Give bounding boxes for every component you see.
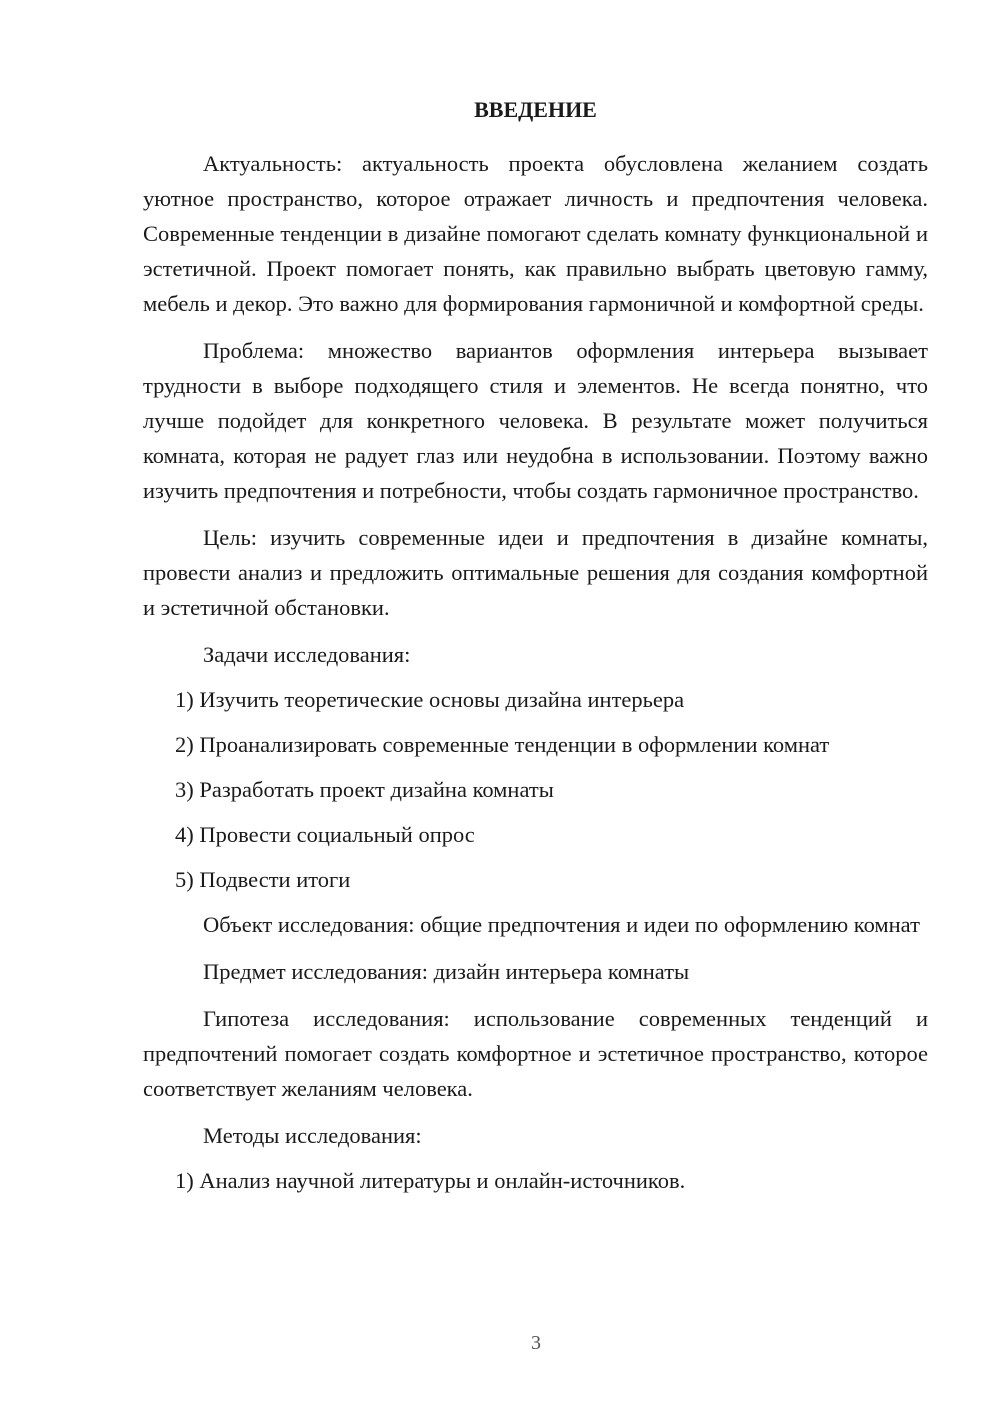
task-item: 1) Изучить теоретические основы дизайна интерьера — [175, 687, 685, 712]
task-item: 4) Провести социальный опрос — [175, 822, 475, 847]
methods-heading: Методы исследования: — [203, 1123, 422, 1148]
problem-paragraph: Проблема: множество вариантов оформления интерьера вызывает трудности в выборе подходящего стиля и элементов. Не всегда понятно, что лучше подойдет для конкретного человека. В результате может получиться комната, которая не радует глаз или неудобна в использовании. Поэтому важно изучить предпочтения и потребности, чтобы создать гармоничное пространство. — [143, 338, 928, 503]
page-content — [143, 92, 928, 1208]
tasks-heading: Задачи исследования: — [203, 642, 411, 667]
task-item: 5) Подвести итоги — [175, 867, 351, 892]
page-title: ВВЕДЕНИЕ — [474, 97, 597, 122]
hypothesis-paragraph: Гипотеза исследования: использование современных тенденций и предпочтений помогает создать комфортное и эстетичное пространство, которое соответствует желаниям человека. — [143, 1006, 928, 1101]
goal-paragraph: Цель: изучить современные идеи и предпочтения в дизайне комнаты, провести анализ и предложить оптимальные решения для создания комфортной и эстетичной обстановки. — [143, 525, 928, 620]
page-number: 3 — [531, 1332, 541, 1354]
task-item: 2) Проанализировать современные тенденции в оформлении комнат — [175, 732, 830, 757]
method-item: 1) Анализ научной литературы и онлайн-источников. — [175, 1168, 686, 1193]
relevance-paragraph: Актуальность: актуальность проекта обусловлена желанием создать уютное пространство, которое отражает личность и предпочтения человека. Современные тенденции в дизайне помогают сделать комнату функциональной и эстетичной. Проект помогает понять, как правильно выбрать цветовую гамму, мебель и декор. Это важно для формирования гармоничной и комфортной среды. — [143, 151, 928, 316]
task-item: 3) Разработать проект дизайна комнаты — [175, 777, 554, 802]
object-paragraph: Объект исследования: общие предпочтения и идеи по оформлению комнат — [203, 912, 920, 937]
subject-paragraph: Предмет исследования: дизайн интерьера комнаты — [203, 959, 690, 984]
